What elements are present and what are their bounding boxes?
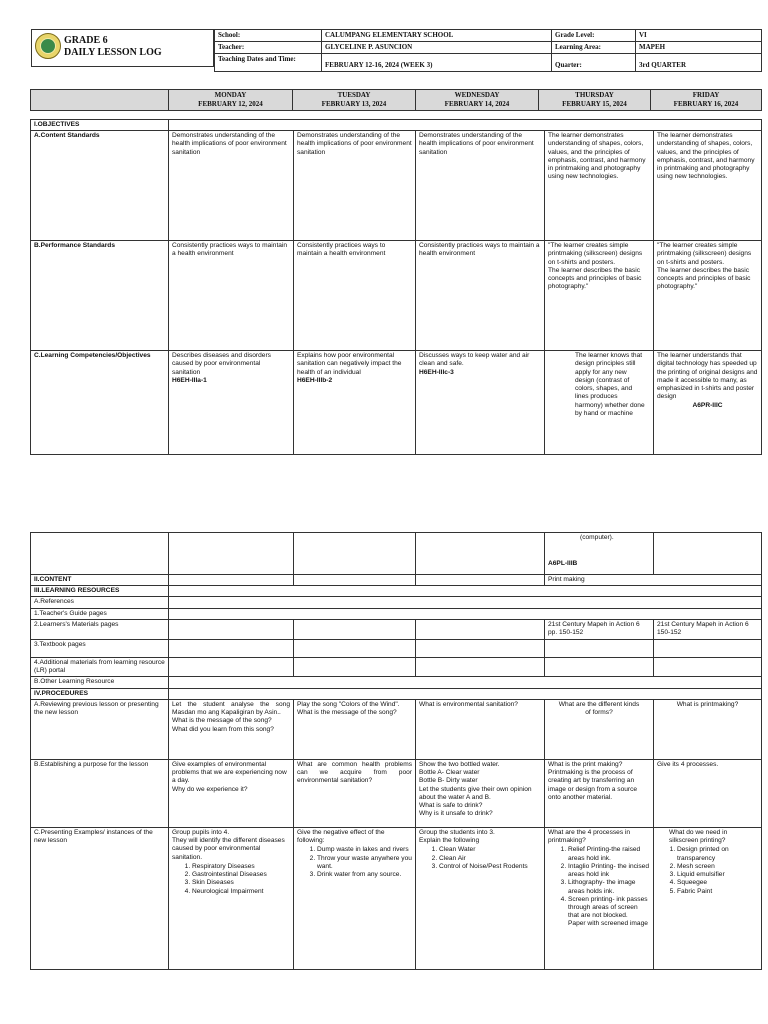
- list-item: 2. Mesh screen: [677, 863, 758, 871]
- pres-monday: Group pupils into 4. They will identify the different diseases caused by poor environmental sanitation. 1. Respiratory Diseases 2. Gastrointestinal Diseases 3. Skin Diseases 4. Neurological Impairment: [169, 827, 294, 969]
- header-outline: [31, 29, 214, 67]
- performance-standards-label: B.Performance Standards: [31, 241, 169, 351]
- lm-mon: [169, 619, 294, 639]
- quarter-value: 3rd QUARTER: [636, 53, 762, 71]
- ps-friday: "The learner creates simple printmaking (silkscreen) designs on t-shirts and posters. The learner describes the basic concepts and principles of basic photography.": [654, 241, 762, 351]
- list-item: 1. Design printed on transparency: [677, 846, 758, 862]
- content-heading: II.CONTENT: [31, 575, 169, 586]
- list-item: 3. Skin Diseases: [192, 879, 290, 887]
- pres-wednesday: Group the students into 3. Explain the following 1. Clean Water 2. Clean Air 3. Control of Noise/Pest Rodents: [416, 827, 545, 969]
- other-resource-label: B.Other Learning Resource: [31, 677, 169, 688]
- references-label: A.References: [31, 597, 169, 608]
- list-item: 1. Respiratory Diseases: [192, 863, 290, 871]
- presenting-label: C.Presenting Examples/ instances of the new lesson: [31, 827, 169, 969]
- pur-monday: Give examples of environmental problems that we are experiencing now a day. Why do we experience it?: [169, 759, 294, 827]
- rev-tuesday: Play the song "Colors of the Wind". What is the message of the song?: [294, 699, 416, 759]
- list-item: 3. Drink water from any source.: [317, 871, 412, 879]
- content-mon: [169, 575, 294, 586]
- cont-blank-label: [31, 533, 169, 575]
- pur-tuesday: What are common health problems can we acquire from poor environmental sanitation?: [294, 759, 416, 827]
- lm-wed: [416, 619, 545, 639]
- grade-value: VI: [636, 30, 762, 42]
- dates-label: Teaching Dates and Time:: [215, 53, 322, 71]
- tb-wed: [416, 639, 545, 657]
- am-thu: [545, 657, 654, 676]
- cont-blank-tue: [294, 533, 416, 575]
- rev-wednesday: What is environmental sanitation?: [416, 699, 545, 759]
- quarter-label: Quarter:: [552, 53, 636, 71]
- list-item: 2. Gastrointestinal Diseases: [192, 871, 290, 879]
- lc-thursday: The learner knows that design principles still apply for any new design (contrast of colors, shapes, and lines produces harmony) whether done by hand or machine: [545, 351, 654, 455]
- area-value: MAPEH: [636, 41, 762, 53]
- area-label: Learning Area:: [552, 41, 636, 53]
- days-header: [30, 89, 762, 111]
- ps-thursday: "The learner creates simple printmaking (silkscreen) designs on t-shirts and posters. The learner describes the basic concepts and principles of basic photography.": [545, 241, 654, 351]
- am-tue: [294, 657, 416, 676]
- pur-thursday: What is the print making? Printmaking is the process of creating art by transferring an image or design from a source onto another material.: [545, 759, 654, 827]
- cont-blank-wed: [416, 533, 545, 575]
- lc-friday: The learner understands that digital technology has speeded up the printing of original designs and made it accessible to many, as emphasized in t-shirts and poster design A6PR-IIIC: [654, 351, 762, 455]
- days-header-blank: [31, 90, 169, 111]
- content-wed: [416, 575, 545, 586]
- cs-wednesday: Demonstrates understanding of the health implications of poor environment sanitation: [416, 131, 545, 241]
- tb-fri: [654, 639, 762, 657]
- rev-monday: Let the student analyse the song Masdan mo ang Kapaligiran by Asin.. What is the message of the song? What did you learn from this song?: [169, 699, 294, 759]
- ps-monday: Consistently practices ways to maintain a health environment: [169, 241, 294, 351]
- procedures-heading: IV.PROCEDURES: [31, 688, 169, 699]
- objectives-blank: [169, 120, 762, 131]
- teachers-guide-label: 1.Teacher's Guide pages: [31, 608, 169, 619]
- reviewing-label: A.Reviewing previous lesson or presenting the new lesson: [31, 699, 169, 759]
- pres-tuesday: Give the negative effect of the following: 1. Dump waste in lakes and rivers 2. Throw your waste anywhere you want. 3. Drink water from any source.: [294, 827, 416, 969]
- lc-tuesday: Explains how poor environmental sanitation can negatively impact the health of an individual H6EH-IIIb-2: [294, 351, 416, 455]
- lm-friday: 21st Century Mapeh in Action 6 150-152: [654, 619, 762, 639]
- teacher-value: GLYCELINE P. ASUNCION: [322, 41, 552, 53]
- ps-tuesday: Consistently practices ways to maintain a health environment: [294, 241, 416, 351]
- procedures-table: [30, 532, 762, 970]
- lm-tue: [294, 619, 416, 639]
- purpose-label: B.Establishing a purpose for the lesson: [31, 759, 169, 827]
- objectives-heading: I.OBJECTIVES: [31, 120, 169, 131]
- cs-friday: The learner demonstrates understanding of shapes, colors, values, and the principles of emphasis, contrast, and harmony in printmaking and photography using new technologies.: [654, 131, 762, 241]
- additional-materials-label: 4.Additional materials from learning resource (LR) portal: [31, 657, 169, 676]
- pres-friday: What do we need in silkscreen printing? 1. Design printed on transparency 2. Mesh screen 3. Liquid emulsifier 4. Squeegee 5. Fabric Paint: [654, 827, 762, 969]
- title-dll: DAILY LESSON LOG: [64, 47, 162, 58]
- list-item: 4. Neurological Impairment: [192, 888, 290, 896]
- competencies-label: C.Learning Competencies/Objectives: [31, 351, 169, 455]
- tb-tue: [294, 639, 416, 657]
- pres-thursday: What are the 4 processes in printmaking? 1. Relief Printing-the raised areas hold ink. 2. Intaglio Printing- the incised areas hold ink 3. Lithography- the image areas holds ink. 4. Screen printing- ink passes through areas of screen that are not blocked. Paper with screened image: [545, 827, 654, 969]
- list-item: 4. Squeegee: [677, 879, 758, 887]
- teachers-guide-blank: [169, 608, 762, 619]
- references-blank: [169, 597, 762, 608]
- title-grade: GRADE 6: [64, 35, 108, 46]
- cont-blank-fri: [654, 533, 762, 575]
- cs-thursday: The learner demonstrates understanding of shapes, colors, values, and the principles of emphasis, contrast, and harmony in printmaking and photography using new technologies.: [545, 131, 654, 241]
- lm-thursday: 21st Century Mapeh in Action 6 pp. 150-152: [545, 619, 654, 639]
- day-wednesday: WEDNESDAY FEBRUARY 14, 2024: [416, 90, 539, 111]
- rev-thursday: What are the different kinds of forms?: [545, 699, 654, 759]
- other-blank: [169, 677, 762, 688]
- list-item: 1. Clean Water: [439, 846, 541, 854]
- procedures-blank: [169, 688, 762, 699]
- ps-wednesday: Consistently practices ways to maintain a health environment: [416, 241, 545, 351]
- tb-mon: [169, 639, 294, 657]
- list-item: 1. Dump waste in lakes and rivers: [317, 846, 412, 854]
- cs-tuesday: Demonstrates understanding of the health implications of poor environment sanitation: [294, 131, 416, 241]
- lc-wednesday: Discusses ways to keep water and air clean and safe. H6EH-IIIc-3: [416, 351, 545, 455]
- list-item: 1. Relief Printing-the raised areas hold ink.: [568, 846, 650, 862]
- am-fri: [654, 657, 762, 676]
- pur-wednesday: Show the two bottled water. Bottle A- Clear water Bottle B- Dirty water Let the students give their own opinion about the water A and B. What is safe to drink? Why is it unsafe to drink?: [416, 759, 545, 827]
- tb-thu: [545, 639, 654, 657]
- cs-monday: Demonstrates understanding of the health implications of poor environment sanitation: [169, 131, 294, 241]
- lc-thursday-cont: (computer). A6PL-IIIB: [545, 533, 654, 575]
- am-mon: [169, 657, 294, 676]
- day-thursday: THURSDAY FEBRUARY 15, 2024: [539, 90, 651, 111]
- objectives-table: [30, 119, 762, 455]
- list-item: 5. Fabric Paint: [677, 888, 758, 896]
- school-value: CALUMPANG ELEMENTARY SCHOOL: [322, 30, 552, 42]
- resources-heading: III.LEARNING RESOURCES: [31, 586, 169, 597]
- list-item: 3. Control of Noise/Pest Rodents: [439, 863, 541, 871]
- dates-value: FEBRUARY 12-16, 2024 (WEEK 3): [322, 53, 552, 71]
- list-item: 2. Clean Air: [439, 855, 541, 863]
- rev-friday: What is printmaking?: [654, 699, 762, 759]
- list-item: 3. Lithography- the image areas holds ink.: [568, 879, 650, 895]
- header-info-table: [214, 29, 762, 72]
- cont-blank-mon: [169, 533, 294, 575]
- lc-monday: Describes diseases and disorders caused by poor environmental sanitation H6EH-IIIa-1: [169, 351, 294, 455]
- list-item: 2. Intaglio Printing- the incised areas hold ink: [568, 863, 650, 879]
- content-thursday: Print making: [545, 575, 762, 586]
- am-wed: [416, 657, 545, 676]
- list-item: 2. Throw your waste anywhere you want.: [317, 855, 412, 871]
- day-monday: MONDAY FEBRUARY 12, 2024: [169, 90, 293, 111]
- content-standards-label: A.Content Standards: [31, 131, 169, 241]
- learners-materials-label: 2.Learners's Materials pages: [31, 619, 169, 639]
- school-label: School:: [215, 30, 322, 42]
- day-tuesday: TUESDAY FEBRUARY 13, 2024: [293, 90, 416, 111]
- pur-friday: Give its 4 processes.: [654, 759, 762, 827]
- textbook-label: 3.Textbook pages: [31, 639, 169, 657]
- content-tue: [294, 575, 416, 586]
- grade-label: Grade Level:: [552, 30, 636, 42]
- list-item: 3. Liquid emulsifier: [677, 871, 758, 879]
- list-item: 4. Screen printing- ink passes through areas of screen that are not blocked.: [568, 896, 650, 921]
- resources-blank: [169, 586, 762, 597]
- day-friday: FRIDAY FEBRUARY 16, 2024: [651, 90, 762, 111]
- teacher-label: Teacher:: [215, 41, 322, 53]
